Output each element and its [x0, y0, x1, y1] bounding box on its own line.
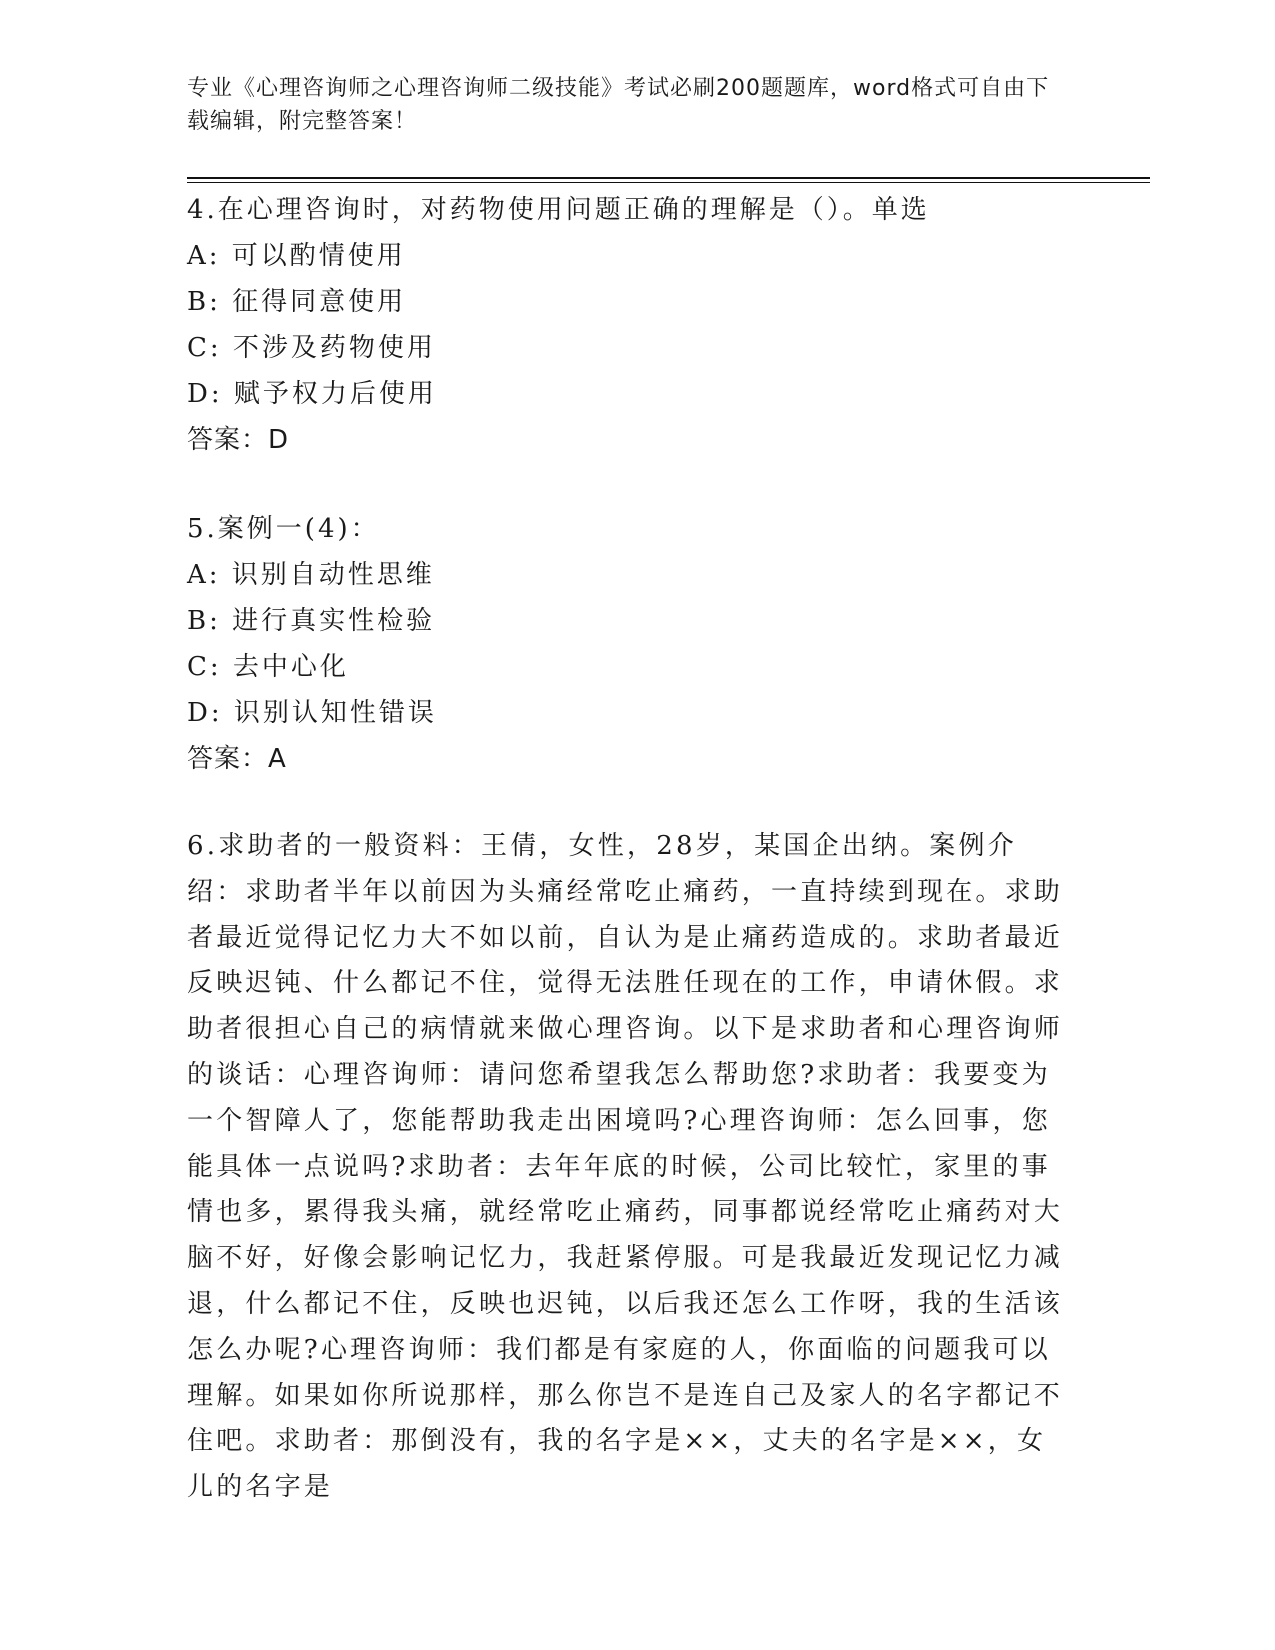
- question-6-stem: 6.求助者的一般资料：王倩，女性，28岁，某国企出纳。案例介绍：求助者半年以前因为头痛经常吃止痛药，一直持续到现在。求助者最近觉得记忆力大不如以前，自认为是止痛药造成的。求助者最近反映迟钝、什么都记不住，觉得无法胜任现在的工作，申请休假。求助者很担心自己的病情就来做心理咨询。以下是求助者和心理咨询师的谈话：心理咨询师：请问您希望我怎么帮助您?求助者：我要变为一个智障人了，您能帮助我走出困境吗?心理咨询师：怎么回事，您能具体一点说吗?求助者：去年年底的时候，公司比较忙，家里的事情也多，累得我头痛，就经常吃止痛药，同事都说经常吃止痛药对大脑不好，好像会影响记忆力，我赶紧停服。可是我最近发现记忆力减退，什么都记不住，反映也迟钝，以后我还怎么工作呀，我的生活该怎么办呢?心理咨询师：我们都是有家庭的人，你面临的问题我可以理解。如果如你所说那样，那么你岂不是连自己及家人的名字都记不住吧。求助者：那倒没有，我的名字是××，丈夫的名字是××，女儿的名字是: [187, 831, 1064, 1503]
- question-6: [187, 824, 1067, 1511]
- question-4-answer: 答案：D: [187, 425, 290, 455]
- document-header-intro: 专业《心理咨询师之心理咨询师二级技能》考试必刷200题题库，word格式可自由下载编辑，附完整答案！: [187, 76, 1050, 134]
- question-4: [187, 187, 930, 463]
- question-5-option-a: A: 识别自动性思维: [187, 560, 435, 590]
- question-5: [187, 506, 437, 782]
- question-5-answer: 答案：A: [187, 744, 287, 774]
- question-5-option-d: D: 识别认知性错误: [187, 698, 437, 728]
- question-5-option-b: B: 进行真实性检验: [187, 606, 436, 636]
- header-divider-thick: [187, 177, 1150, 179]
- question-5-stem: 5.案例一(4)：: [187, 514, 380, 544]
- question-5-option-c: C: 去中心化: [187, 652, 349, 682]
- question-4-option-d: D: 赋予权力后使用: [187, 379, 437, 409]
- question-4-stem: 4.在心理咨询时，对药物使用问题正确的理解是（）。单选: [187, 195, 930, 225]
- question-4-option-a: A: 可以酌情使用: [187, 241, 406, 271]
- question-4-option-c: C: 不涉及药物使用: [187, 333, 436, 363]
- header-divider-thin: [187, 182, 1150, 183]
- question-4-option-b: B: 征得同意使用: [187, 287, 407, 317]
